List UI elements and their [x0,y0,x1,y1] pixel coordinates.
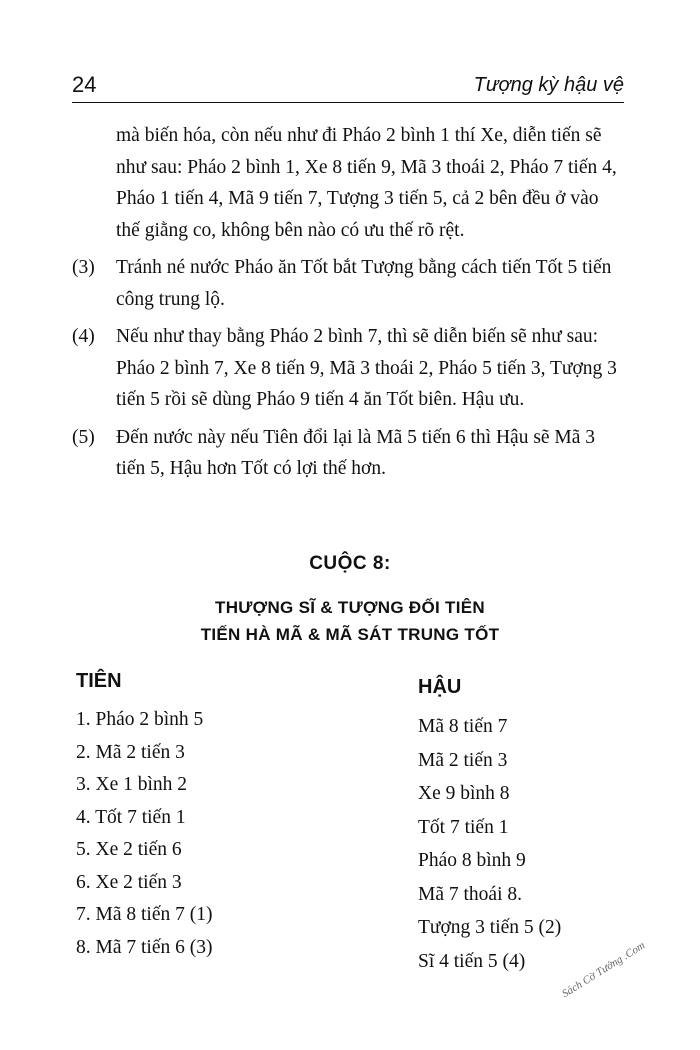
hau-move: Tượng 3 tiến 5 (2) [418,917,562,938]
hau-heading: HẬU [418,676,462,698]
hau-move: Mã 8 tiến 7 [418,716,508,737]
hau-move: Mã 7 thoái 8. [418,883,522,905]
note-text: Tránh né nước Pháo ăn Tốt bắt Tượng bằng cách tiến Tốt 5 tiến công trung lộ. [116,257,612,310]
hau-moves-column [418,676,561,978]
section-subtitle-line1: THƯỢNG SĨ & TƯỢNG ĐỐI TIÊN [215,598,485,617]
section-subtitle-line2: TIẾN HÀ MÃ & MÃ SÁT TRUNG TỐT [200,625,500,644]
hau-move: Mã 2 tiến 3 [418,749,508,771]
note-3 [72,252,624,315]
note-text: Đến nước này nếu Tiên đổi lại là Mã 5 tiến 6 thì Hậu sẽ Mã 3 tiến 5, Hậu hơn Tốt có lợi thế hơn. [116,426,596,479]
running-title: Tượng kỳ hậu vệ [473,74,624,96]
note-number: (5) [72,426,95,448]
note-number: (3) [72,257,95,278]
tien-move: 6. Xe 2 tiến 3 [76,871,182,893]
note-4 [72,321,624,416]
page-header [72,68,624,103]
tien-heading: TIÊN [76,670,122,692]
tien-moves-column [76,670,212,964]
hau-move: Xe 9 bình 8 [418,783,510,804]
watermark-text: Sách Cờ Tướng .Com [560,939,648,1001]
tien-move: 7. Mã 8 tiến 7 (1) [76,904,213,925]
tien-move: 4. Tốt 7 tiến 1 [76,806,186,828]
note-text: Nếu như thay bằng Pháo 2 bình 7, thì sẽ diễn biến sẽ như sau: Pháo 2 bình 7, Xe 8 tiến 9, Mã 3 thoái 2, Pháo 5 tiến 3, Tượng 3 tiến 5 rồi sẽ dùng Pháo 9 tiến 4 ăn Tốt biên. Hậu ưu. [116,326,617,410]
note-5 [72,422,624,485]
continued-paragraph: mà biến hóa, còn nếu như đi Pháo 2 bình 1 thí Xe, diễn tiến sẽ như sau: Pháo 2 bình 1, Xe 8 tiến 9, Mã 3 thoái 2, Pháo 7 tiến 4, Pháo 1 tiến 4, Mã 9 tiến 7, Tượng 3 tiến 5, cả 2 bên đều ở vào thế giằng co, không bên nào có ưu thế rõ rệt. [116,125,617,241]
hau-move: Sĩ 4 tiến 5 (4) [418,950,526,972]
body-text [72,120,624,491]
tien-move: 8. Mã 7 tiến 6 (3) [76,936,213,958]
tien-move: 2. Mã 2 tiến 3 [76,741,185,763]
tien-move: 3. Xe 1 bình 2 [76,774,188,795]
hau-move: Pháo 8 bình 9 [418,850,526,871]
section-title: CUỘC 8: [309,553,391,574]
tien-move: 5. Xe 2 tiến 6 [76,839,182,860]
note-number: (4) [72,326,95,347]
page-number: 24 [72,72,97,97]
tien-move: 1. Pháo 2 bình 5 [76,709,204,730]
hau-move: Tốt 7 tiến 1 [418,816,509,838]
